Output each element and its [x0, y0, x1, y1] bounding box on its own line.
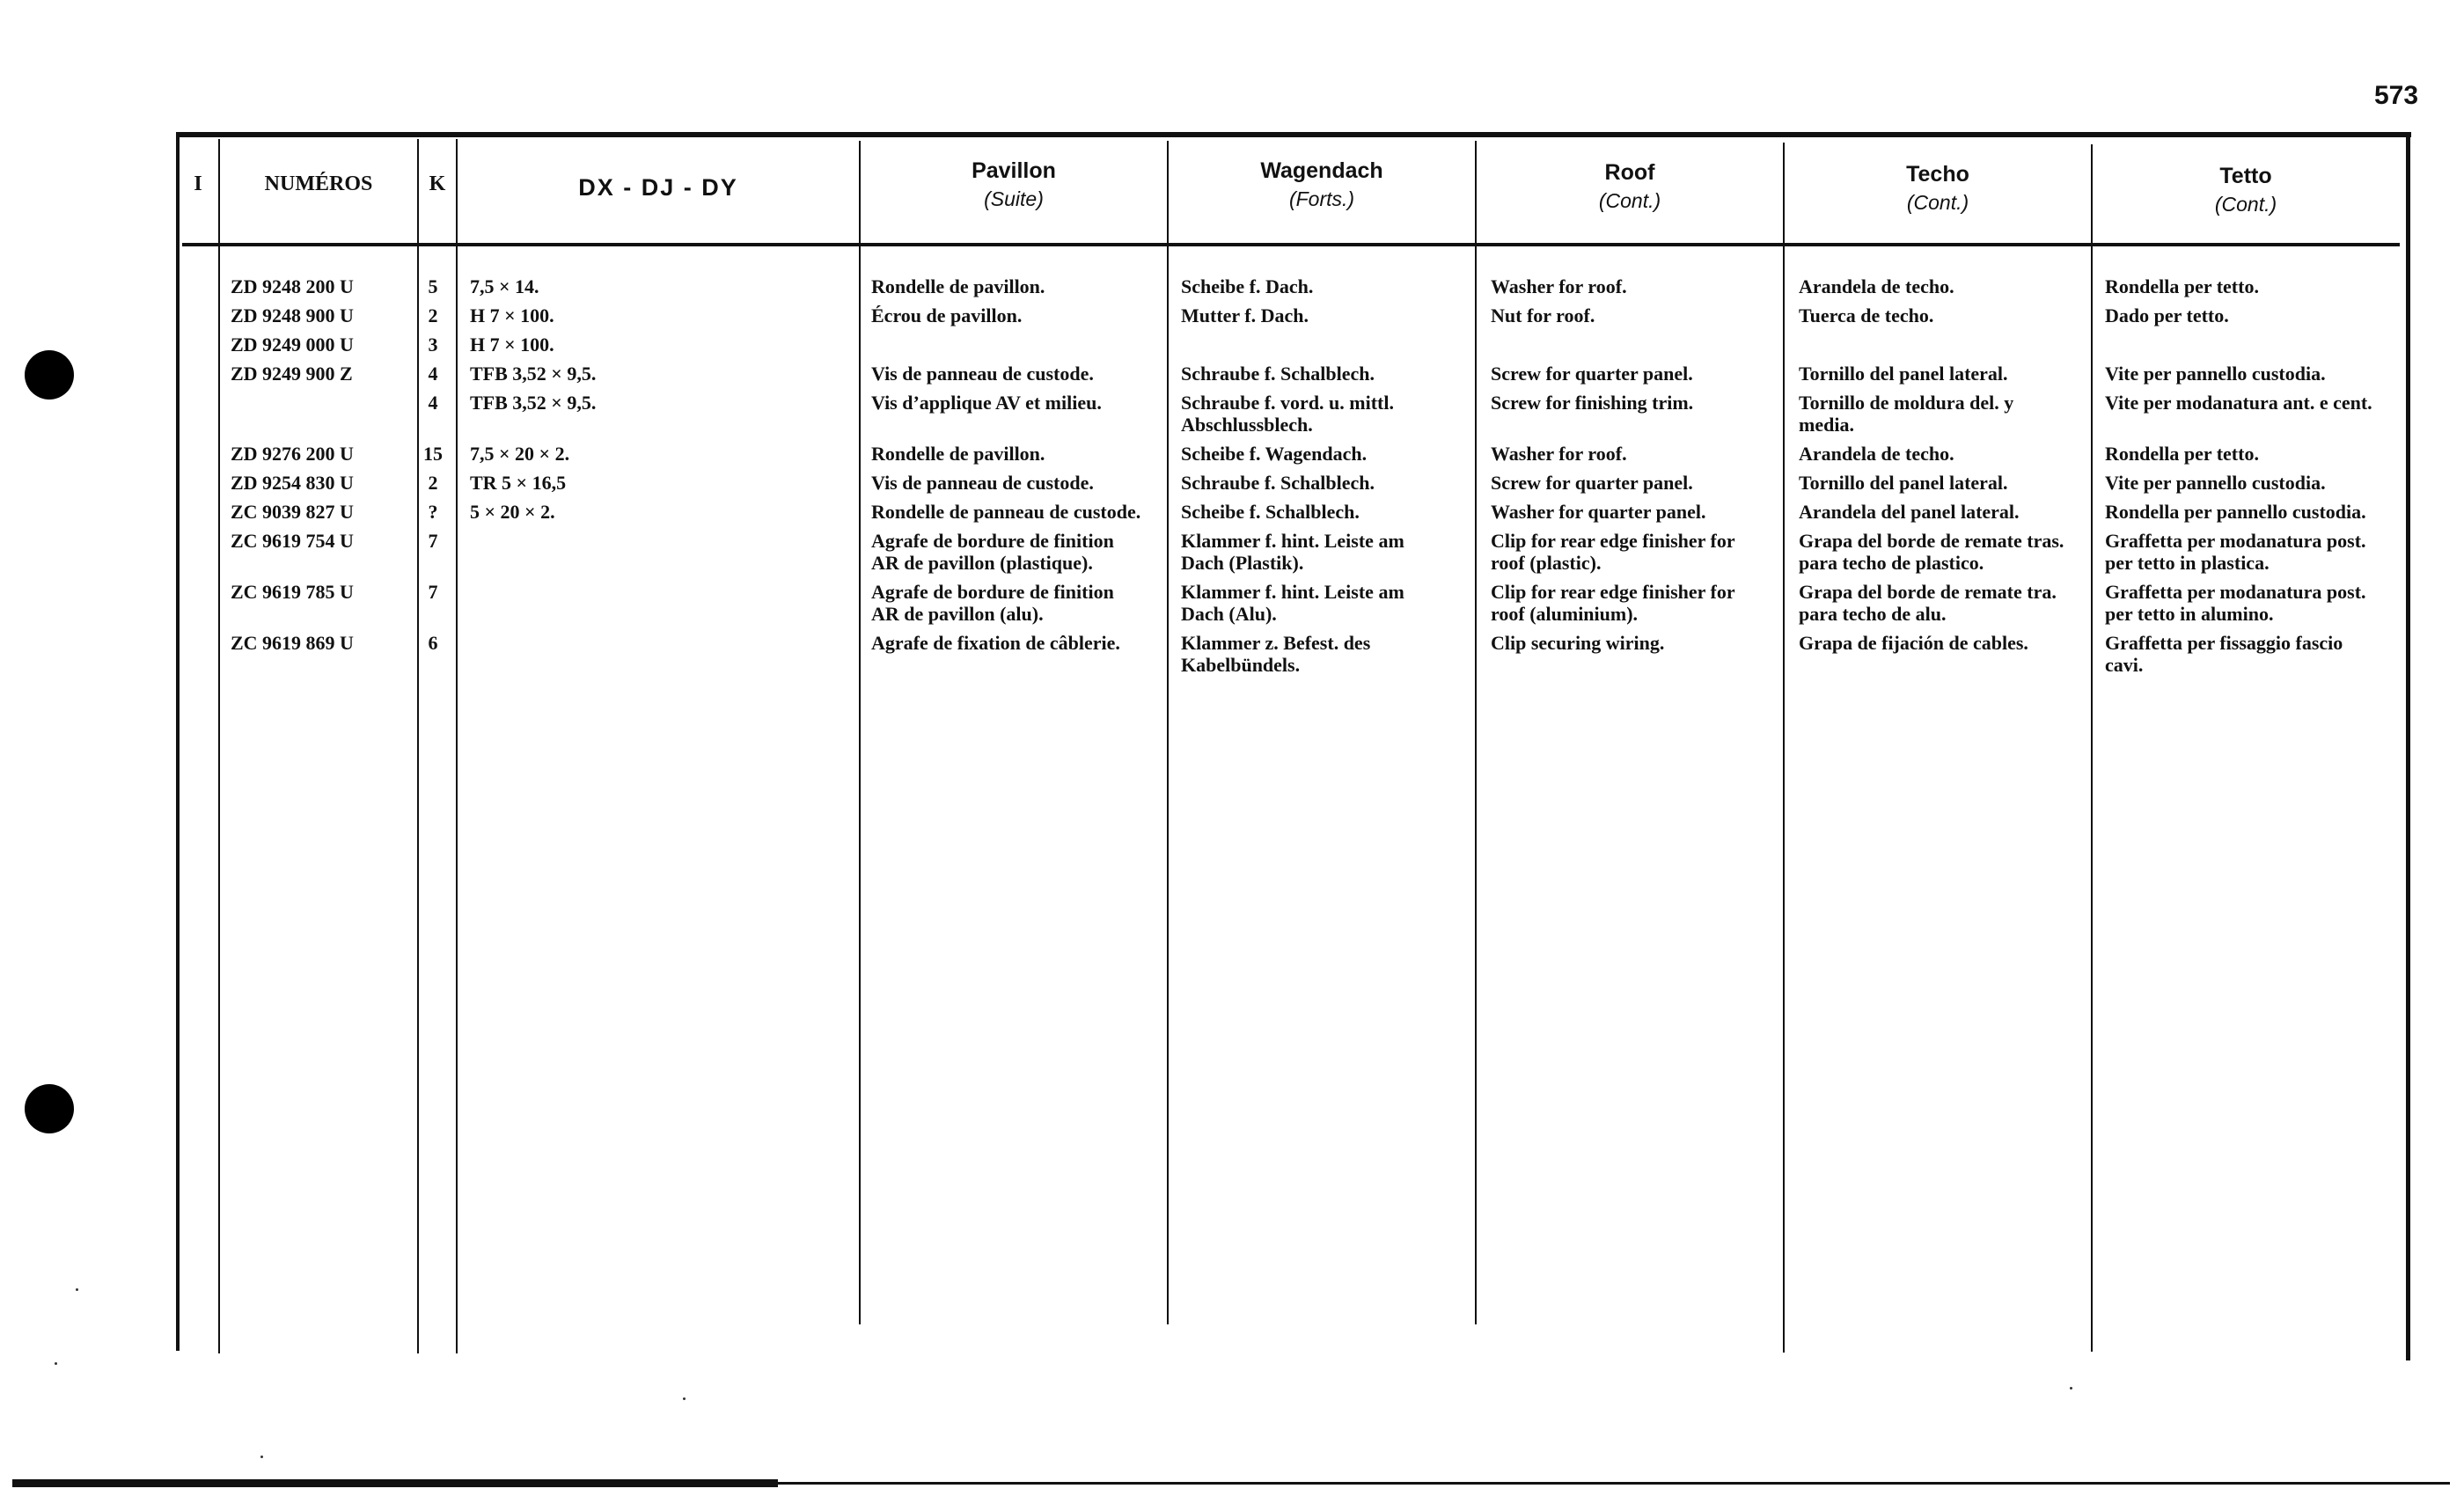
description-fr [871, 304, 1162, 326]
description-es [1799, 581, 2089, 625]
quantity: 5 [428, 275, 438, 297]
scan-speck [683, 1397, 686, 1400]
description-en [1491, 581, 1781, 625]
description-line: Washer for quarter panel. [1491, 501, 1706, 523]
description-de [1181, 275, 1471, 297]
description-en [1491, 392, 1781, 414]
part-number: ZC 9619 785 U [231, 581, 354, 603]
description-line: Dach (Alu). [1181, 603, 1277, 625]
description-en [1491, 472, 1781, 494]
description-line: Vite per modanatura ant. e cent. [2105, 392, 2372, 414]
scan-speck [260, 1456, 263, 1458]
table-row [0, 632, 2464, 683]
description-line: roof (aluminium). [1491, 603, 1639, 625]
scan-speck [55, 1362, 57, 1365]
description-line: Screw for quarter panel. [1491, 472, 1693, 494]
description-line: Screw for finishing trim. [1491, 392, 1694, 414]
header-lang-title: Wagendach [1260, 158, 1383, 183]
description-line: Rondelle de pavillon. [871, 275, 1045, 297]
table-row [0, 530, 2464, 581]
description-line: Dach (Plastik). [1181, 552, 1304, 574]
header-lang-sub: (Suite) [984, 187, 1044, 210]
parts-table-body [0, 275, 2464, 683]
table-row [0, 392, 2464, 443]
description-line: Graffetta per modanatura post. [2105, 581, 2366, 603]
description-en [1491, 304, 1781, 326]
part-number: ZC 9619 754 U [231, 530, 354, 552]
description-line: Graffetta per modanatura post. [2105, 530, 2366, 552]
description-line: roof (plastic). [1491, 552, 1602, 574]
quantity: ? [428, 501, 438, 523]
description-line: Clip for rear edge finisher for [1491, 581, 1735, 603]
description-de [1181, 392, 1471, 436]
description-fr [871, 443, 1162, 465]
description-line: Rondella per tetto. [2105, 443, 2259, 465]
description-it [2105, 472, 2395, 494]
description-es [1799, 363, 2089, 385]
description-de [1181, 581, 1471, 625]
description-es [1799, 443, 2089, 465]
description-line: Grapa del borde de remate tra. [1799, 581, 2057, 603]
description-line: per tetto in alumino. [2105, 603, 2274, 625]
description-line: Arandela de techo. [1799, 443, 1954, 465]
quantity: 15 [423, 443, 443, 465]
description-line: Tornillo del panel lateral. [1799, 472, 2008, 494]
quantity: 7 [428, 581, 438, 603]
header-col-k: K [429, 172, 446, 195]
description-it [2105, 392, 2395, 414]
description-line: Tornillo del panel lateral. [1799, 363, 2008, 385]
description-line: AR de pavillon (alu). [871, 603, 1044, 625]
description-it [2105, 275, 2395, 297]
description-fr [871, 632, 1162, 654]
description-line: Vite per pannello custodia. [2105, 363, 2326, 385]
description-de [1181, 472, 1471, 494]
description-line: Vis de panneau de custode. [871, 363, 1094, 385]
description-de [1181, 363, 1471, 385]
description-es [1799, 275, 2089, 297]
description-line: Kabelbündels. [1181, 654, 1301, 676]
description-line: para techo de plastico. [1799, 552, 1984, 574]
dimension-spec: 5 × 20 × 2. [470, 501, 555, 523]
description-line: Schraube f. Schalblech. [1181, 363, 1375, 385]
header-lang-sub: (Cont.) [1906, 191, 1969, 214]
dimension-spec: H 7 × 100. [470, 304, 554, 326]
description-fr [871, 530, 1162, 574]
table-row [0, 334, 2464, 363]
description-line: Nut for roof. [1491, 304, 1595, 326]
description-fr [871, 501, 1162, 523]
quantity: 7 [428, 530, 438, 552]
description-line: Grapa de fijación de cables. [1799, 632, 2028, 654]
quantity: 4 [428, 392, 438, 414]
header-col-models: DX - DJ - DY [578, 174, 738, 201]
description-line: AR de pavillon (plastique). [871, 552, 1093, 574]
dimension-spec: TFB 3,52 × 9,5. [470, 392, 597, 414]
description-en [1491, 632, 1781, 654]
dimension-spec: TR 5 × 16,5 [470, 472, 567, 494]
header-lang-es [1785, 162, 2091, 215]
description-es [1799, 392, 2089, 436]
description-line: Arandela de techo. [1799, 275, 1954, 297]
description-line: Scheibe f. Schalblech. [1181, 501, 1360, 523]
header-lang-sub: (Cont.) [2214, 193, 2277, 216]
header-lang-title: Roof [1604, 160, 1655, 185]
description-en [1491, 275, 1781, 297]
header-lang-sub: (Cont.) [1598, 189, 1661, 212]
table-row [0, 275, 2464, 304]
description-it [2105, 363, 2395, 385]
description-es [1799, 530, 2089, 574]
description-line: Rondelle de panneau de custode. [871, 501, 1141, 523]
description-line: Vis d’applique AV et milieu. [871, 392, 1102, 414]
table-row [0, 472, 2464, 501]
description-line: Schraube f. vord. u. mittl. [1181, 392, 1394, 414]
quantity: 4 [428, 363, 438, 385]
part-number: ZD 9248 200 U [231, 275, 354, 297]
description-en [1491, 530, 1781, 574]
dimension-spec: TFB 3,52 × 9,5. [470, 363, 597, 385]
description-line: Vite per pannello custodia. [2105, 472, 2326, 494]
header-lang-sub: (Forts.) [1288, 187, 1355, 210]
dimension-spec: 7,5 × 14. [470, 275, 539, 297]
description-line: Schraube f. Schalblech. [1181, 472, 1375, 494]
description-line: media. [1799, 414, 1854, 436]
description-line: Tornillo de moldura del. y [1799, 392, 2014, 414]
header-rule [182, 243, 2400, 246]
description-es [1799, 632, 2089, 654]
page-number: 573 [2374, 81, 2419, 110]
description-line: Rondella per pannello custodia. [2105, 501, 2366, 523]
description-it [2105, 501, 2395, 523]
description-fr [871, 363, 1162, 385]
description-line: Vis de panneau de custode. [871, 472, 1094, 494]
description-line: Arandela del panel lateral. [1799, 501, 2020, 523]
description-fr [871, 581, 1162, 625]
part-number: ZD 9249 000 U [231, 334, 354, 356]
description-it [2105, 632, 2395, 676]
table-row [0, 304, 2464, 334]
description-line: Tuerca de techo. [1799, 304, 1934, 326]
description-it [2105, 443, 2395, 465]
description-it [2105, 304, 2395, 326]
description-es [1799, 304, 2089, 326]
part-number: ZC 9619 869 U [231, 632, 354, 654]
description-line: Klammer z. Befest. des [1181, 632, 1371, 654]
description-line: Rondella per tetto. [2105, 275, 2259, 297]
table-row [0, 443, 2464, 472]
description-line: Grapa del borde de remate tras. [1799, 530, 2064, 552]
part-number: ZC 9039 827 U [231, 501, 354, 523]
header-lang-fr [861, 158, 1167, 211]
table-frame-top [176, 132, 2411, 137]
scan-speck [2070, 1387, 2072, 1390]
description-line: Scheibe f. Wagendach. [1181, 443, 1368, 465]
header-lang-title: Techo [1906, 162, 1969, 187]
description-line: Klammer f. hint. Leiste am [1181, 530, 1404, 552]
header-lang-title: Tetto [2219, 164, 2272, 188]
description-line: Scheibe f. Dach. [1181, 275, 1314, 297]
dimension-spec: H 7 × 100. [470, 334, 554, 356]
description-en [1491, 501, 1781, 523]
quantity: 2 [428, 472, 438, 494]
description-line: Écrou de pavillon. [871, 304, 1023, 326]
description-de [1181, 304, 1471, 326]
description-en [1491, 363, 1781, 385]
header-lang-de [1169, 158, 1475, 211]
description-de [1181, 530, 1471, 574]
description-fr [871, 275, 1162, 297]
description-fr [871, 472, 1162, 494]
description-line: Agrafe de bordure de finition [871, 581, 1114, 603]
table-row [0, 581, 2464, 632]
description-line: Washer for roof. [1491, 443, 1627, 465]
header-col-numeros: NUMÉROS [264, 172, 373, 195]
header-lang-it [2093, 164, 2399, 216]
description-line: Clip securing wiring. [1491, 632, 1665, 654]
quantity: 3 [428, 334, 438, 356]
description-es [1799, 501, 2089, 523]
description-line: per tetto in plastica. [2105, 552, 2270, 574]
part-number: ZD 9248 900 U [231, 304, 354, 326]
description-de [1181, 632, 1471, 676]
binder-hole-bottom [25, 1084, 74, 1133]
description-line: Mutter f. Dach. [1181, 304, 1309, 326]
header-col-i: I [194, 172, 202, 195]
table-row [0, 501, 2464, 530]
description-line: Agrafe de fixation de câblerie. [871, 632, 1120, 654]
description-line: Klammer f. hint. Leiste am [1181, 581, 1404, 603]
scan-speck [76, 1288, 78, 1291]
description-es [1799, 472, 2089, 494]
table-row [0, 363, 2464, 392]
description-fr [871, 392, 1162, 414]
description-line: Agrafe de bordure de finition [871, 530, 1114, 552]
description-line: Rondelle de pavillon. [871, 443, 1045, 465]
part-number: ZD 9276 200 U [231, 443, 354, 465]
description-line: Graffetta per fissaggio fascio [2105, 632, 2343, 654]
bottom-rule [12, 1482, 2450, 1485]
dimension-spec: 7,5 × 20 × 2. [470, 443, 570, 465]
description-line: Screw for quarter panel. [1491, 363, 1693, 385]
description-it [2105, 530, 2395, 574]
description-line: para techo de alu. [1799, 603, 1947, 625]
header-lang-en [1477, 160, 1783, 213]
description-de [1181, 501, 1471, 523]
header-lang-title: Pavillon [972, 158, 1056, 183]
part-number: ZD 9249 900 Z [231, 363, 353, 385]
description-line: Abschlussblech. [1181, 414, 1313, 436]
description-line: Dado per tetto. [2105, 304, 2229, 326]
quantity: 6 [428, 632, 438, 654]
description-line: Washer for roof. [1491, 275, 1627, 297]
description-it [2105, 581, 2395, 625]
part-number: ZD 9254 830 U [231, 472, 354, 494]
description-line: Clip for rear edge finisher for [1491, 530, 1735, 552]
quantity: 2 [428, 304, 438, 326]
description-line: cavi. [2105, 654, 2144, 676]
description-de [1181, 443, 1471, 465]
description-en [1491, 443, 1781, 465]
